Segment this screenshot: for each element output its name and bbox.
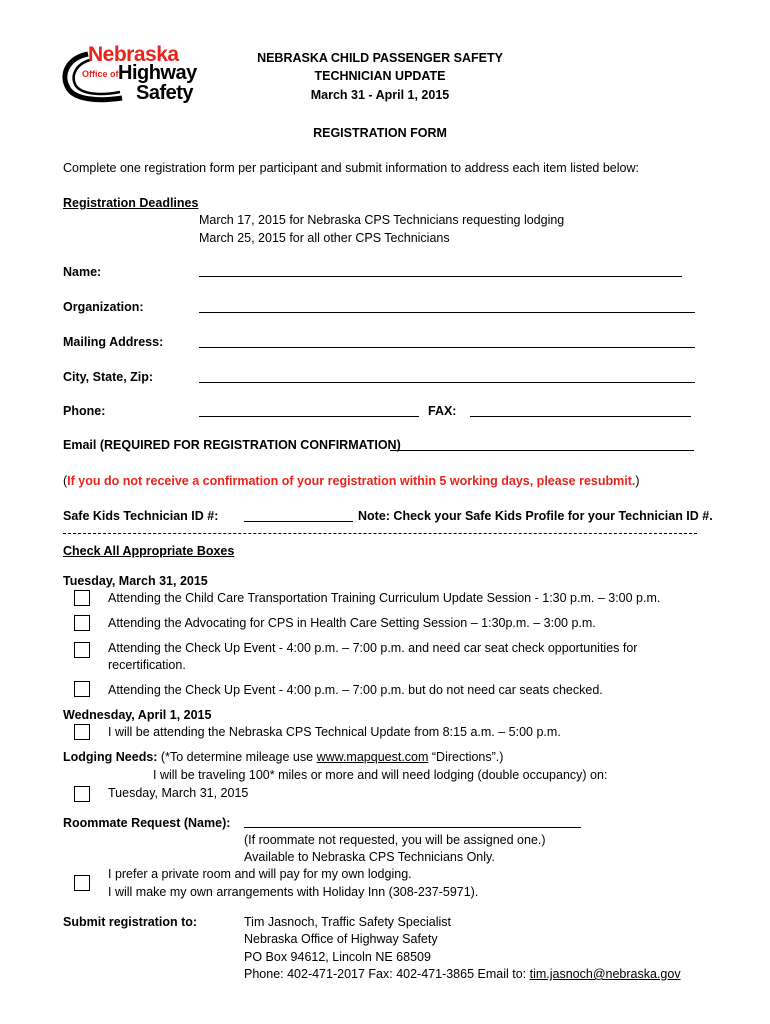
- submit-phone-line: [244, 966, 681, 982]
- deadline-line-2: March 25, 2015 for all other CPS Technicians: [199, 231, 450, 245]
- safe-kids-id-field[interactable]: [244, 521, 353, 522]
- email-label-prefix: Email (: [63, 438, 104, 452]
- option-advocating-session: Attending the Advocating for CPS in Health Care Setting Session – 1:30p.m. – 3:00 p.m.: [108, 616, 596, 630]
- phone-label: Phone:: [63, 404, 106, 418]
- option-checkup-need-seats: Attending the Check Up Event - 4:00 p.m. – 7:00 p.m. and need car seat check opportunities for: [108, 641, 638, 655]
- deadlines-heading: Registration Deadlines: [63, 196, 199, 210]
- organization-label: Organization:: [63, 300, 144, 314]
- deadline-line-1: March 17, 2015 for Nebraska CPS Technicians requesting lodging: [199, 213, 565, 227]
- lodging-note-post: “Directions”.): [428, 750, 504, 764]
- nebraska-highway-safety-logo: [60, 44, 195, 106]
- fax-field[interactable]: [470, 416, 691, 417]
- form-title: REGISTRATION FORM: [313, 126, 447, 140]
- email-label-suffix: ): [396, 438, 401, 452]
- lodging-travel-text: I will be traveling 100* miles or more and will need lodging (double occupancy) on:: [153, 768, 608, 782]
- header-title-2: TECHNICIAN UPDATE: [314, 69, 446, 83]
- header-dates: March 31 - April 1, 2015: [310, 88, 450, 102]
- roommate-field[interactable]: [244, 827, 581, 828]
- mapquest-link[interactable]: www.mapquest.com: [316, 750, 429, 764]
- header-title-1: NEBRASKA CHILD PASSENGER SAFETY: [257, 51, 503, 65]
- submit-office: Nebraska Office of Highway Safety: [244, 932, 438, 946]
- warning-text: If you do not receive a confirmation of your registration within 5 working days, please resubmit.: [67, 474, 636, 488]
- private-room-text-1: I prefer a private room and will pay for my own lodging.: [108, 867, 412, 881]
- mailing-address-field[interactable]: [199, 347, 695, 348]
- logo-office-of-text: Office of: [82, 69, 119, 79]
- email-field[interactable]: [390, 450, 694, 451]
- warning-close-paren: ): [635, 474, 640, 488]
- checkbox-technical-update[interactable]: [74, 724, 90, 740]
- logo-nebraska-text: Nebraska: [88, 43, 179, 66]
- checkbox-checkup-no-seats[interactable]: [74, 681, 90, 697]
- tuesday-heading: Tuesday, March 31, 2015: [63, 574, 208, 588]
- wednesday-heading: Wednesday, April 1, 2015: [63, 708, 212, 722]
- lodging-needs-label: Lodging Needs:: [63, 750, 158, 764]
- lodging-note-pre: (*To determine mileage use: [157, 750, 317, 764]
- intro-text: Complete one registration form per participant and submit information to address each item listed below:: [63, 161, 639, 175]
- checkbox-childcare-session[interactable]: [74, 590, 90, 606]
- logo-highway-text: Highway: [118, 62, 197, 84]
- roommate-note-2: Available to Nebraska CPS Technicians Only.: [244, 850, 495, 864]
- logo-safety-text: Safety: [136, 82, 194, 104]
- phone-field[interactable]: [199, 416, 419, 417]
- safe-kids-note: Note: Check your Safe Kids Profile for your Technician ID #.: [358, 509, 713, 523]
- name-field[interactable]: [199, 276, 682, 277]
- option-childcare-session: Attending the Child Care Transportation Training Curriculum Update Session - 1:30 p.m. – 3:00 p.m.: [108, 591, 661, 605]
- submit-label: Submit registration to:: [63, 915, 198, 929]
- city-state-zip-field[interactable]: [199, 382, 695, 383]
- checkbox-private-room[interactable]: [74, 875, 90, 891]
- mailing-address-label: Mailing Address:: [63, 335, 164, 349]
- warning-open-paren: (: [63, 474, 68, 488]
- option-technical-update: I will be attending the Nebraska CPS Technical Update from 8:15 a.m. – 5:00 p.m.: [108, 725, 561, 739]
- email-label-required: REQUIRED FOR REGISTRATION CONFIRMATION: [104, 438, 397, 452]
- roommate-note-1: (If roommate not requested, you will be assigned one.): [244, 833, 546, 847]
- lodging-needs-line: [63, 749, 503, 765]
- email-label: [63, 437, 401, 453]
- confirmation-warning: [63, 473, 640, 489]
- checkbox-checkup-need-seats[interactable]: [74, 642, 90, 658]
- fax-label: FAX:: [428, 404, 457, 418]
- checkbox-lodging-tuesday[interactable]: [74, 786, 90, 802]
- safe-kids-id-label: Safe Kids Technician ID #:: [63, 509, 219, 523]
- option-checkup-no-seats: Attending the Check Up Event - 4:00 p.m. – 7:00 p.m. but do not need car seats checked.: [108, 683, 603, 697]
- checkbox-advocating-session[interactable]: [74, 615, 90, 631]
- check-boxes-heading: Check All Appropriate Boxes: [63, 544, 235, 558]
- dashed-divider: [63, 533, 697, 534]
- organization-field[interactable]: [199, 312, 695, 313]
- option-checkup-need-seats-cont: recertification.: [108, 658, 186, 672]
- lodging-date-text: Tuesday, March 31, 2015: [108, 786, 249, 800]
- submit-email-link[interactable]: tim.jasnoch@nebraska.gov: [529, 967, 681, 981]
- roommate-label: Roommate Request (Name):: [63, 816, 231, 830]
- city-state-zip-label: City, State, Zip:: [63, 370, 154, 384]
- name-label: Name:: [63, 265, 102, 279]
- submit-phone-fax: Phone: 402-471-2017 Fax: 402-471-3865 Email to:: [244, 967, 530, 981]
- private-room-text-2: I will make my own arrangements with Holiday Inn (308-237-5971).: [108, 885, 479, 899]
- submit-address: PO Box 94612, Lincoln NE 68509: [244, 950, 431, 964]
- submit-contact-name: Tim Jasnoch, Traffic Safety Specialist: [244, 915, 452, 929]
